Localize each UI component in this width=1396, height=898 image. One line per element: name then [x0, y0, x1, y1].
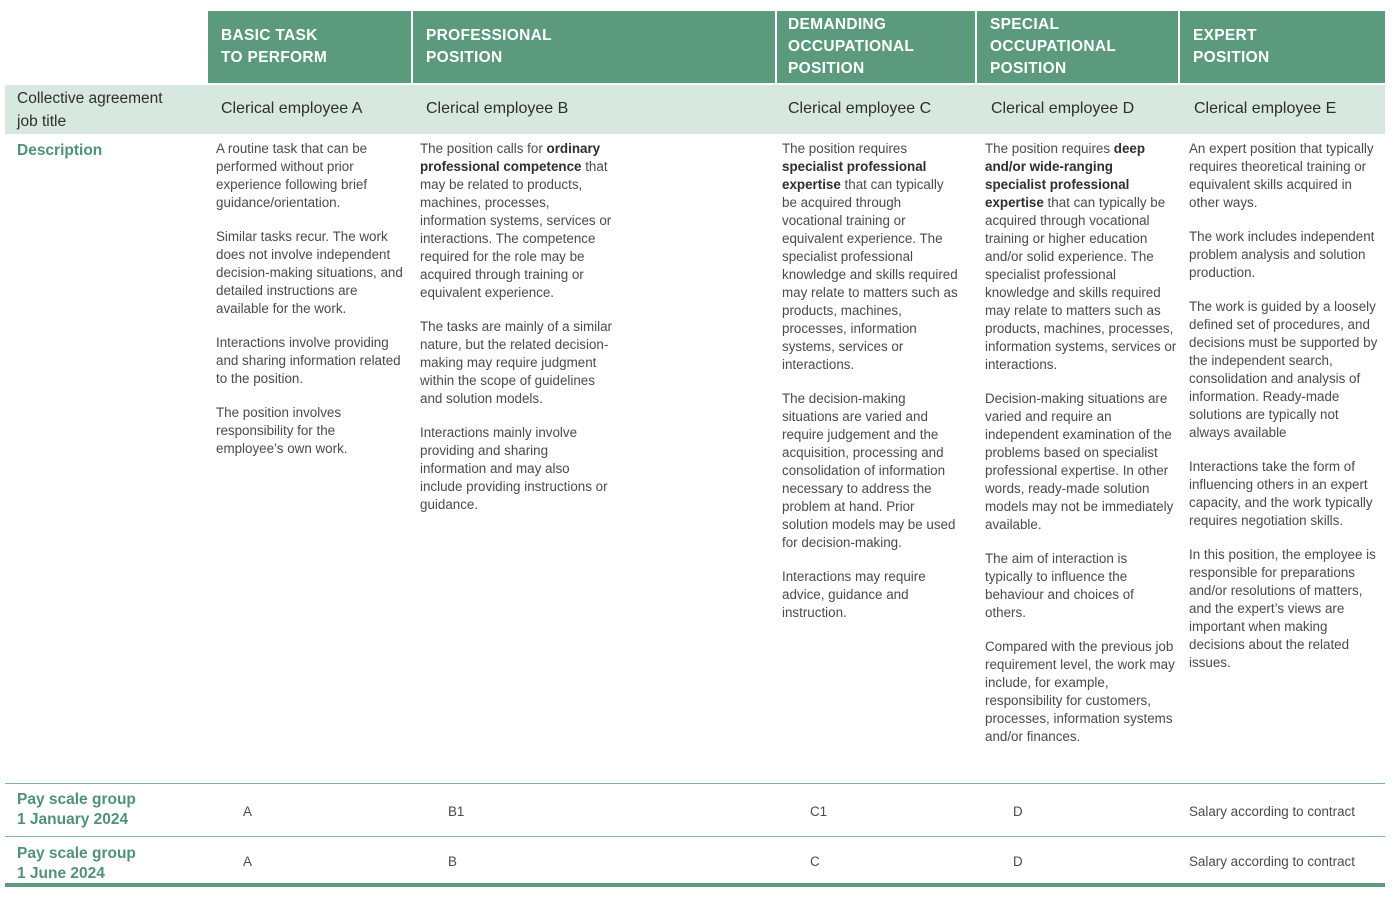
- pay-scale-value: A: [243, 854, 252, 869]
- pay-scale-value: A: [243, 804, 252, 819]
- description-text: The position requires: [985, 141, 1114, 156]
- description-paragraph: [420, 318, 615, 408]
- row-divider: [5, 836, 1385, 837]
- job-title-a: Clerical employee A: [221, 100, 363, 117]
- job-title-row-label: Collective agreement job title: [17, 90, 163, 130]
- pay-scale-value: B1: [448, 804, 465, 819]
- description-text: The aim of interaction is typically to influence the behaviour and choices of others.: [985, 551, 1134, 620]
- description-professional: [420, 140, 615, 530]
- description-text: In this position, the employee is responsible for preparations and/or resolutions of matters, and the expert’s views are important when making decisions about the related issues.: [1189, 547, 1376, 670]
- description-paragraph: [216, 140, 406, 212]
- description-text: Interactions involve providing and sharing information related to the position.: [216, 335, 401, 386]
- description-basic-task: [216, 140, 406, 474]
- description-text: that may be related to products, machines, processes, information systems, services or interactions. The competence required for the role may be acquired through training or equivalent experience.: [420, 159, 612, 300]
- pay-scale-value: C1: [810, 804, 828, 819]
- header-label: PROFESSIONAL POSITION: [426, 27, 552, 66]
- description-text: The work includes independent problem analysis and solution production.: [1189, 229, 1375, 280]
- description-paragraph: [782, 390, 962, 552]
- job-title-e: Clerical employee E: [1194, 100, 1337, 117]
- table-bottom-rule: [5, 883, 1385, 887]
- description-text: that can typically be acquired through vocational training or equivalent experience. The specialist professional knowledge and skills required may relate to matters such as products, machines, processes, information systems, services or interactions.: [782, 177, 958, 372]
- header-basic-task: [208, 11, 411, 83]
- description-text: The tasks are mainly of a similar nature, but the related decision-making may require judgment within the scope of guidelines and solution models.: [420, 319, 612, 406]
- description-paragraph: [1189, 298, 1381, 442]
- description-text: A routine task that can be performed without prior experience following brief guidance/orientation.: [216, 141, 368, 210]
- job-title-row: [5, 85, 1385, 134]
- description-emphasis: ordinary professional competence: [420, 141, 601, 174]
- description-paragraph: [420, 140, 615, 302]
- description-paragraph: [1189, 140, 1381, 212]
- description-text: that can typically be acquired through vocational training or higher education and/or solid experience. The specialist professional knowledge and skills required may relate to matters such as products, machines, processes, information systems, services or interactions.: [985, 195, 1177, 372]
- job-title-b: Clerical employee B: [426, 100, 569, 117]
- description-paragraph: [216, 228, 406, 318]
- description-paragraph: [1189, 228, 1381, 282]
- description-paragraph: [985, 638, 1177, 746]
- description-paragraph: [985, 390, 1177, 534]
- pay-scale-value: D: [1013, 804, 1023, 819]
- description-paragraph: [1189, 458, 1381, 530]
- header-label: BASIC TASK TO PERFORM: [221, 27, 328, 66]
- description-text: Compared with the previous job requirement level, the work may include, for example, responsibility for customers, processes, information systems and/or finances.: [985, 639, 1175, 744]
- description-demanding: [782, 140, 962, 638]
- pay-scale-row-label: Pay scale group 1 June 2024: [17, 845, 136, 882]
- pay-scale-row-label: Pay scale group 1 January 2024: [17, 791, 136, 828]
- description-text: The decision-making situations are varied and require judgement and the acquisition, processing and consolidation of information necessary to address the problem at hand. Prior solution models may be used for decision-making.: [782, 391, 956, 550]
- header-expert-position: [1180, 11, 1385, 83]
- header-demanding-occupational-position: [777, 11, 975, 83]
- pay-scale-value: D: [1013, 854, 1023, 869]
- description-text: The position calls for: [420, 141, 547, 156]
- description-text: The position requires: [782, 141, 908, 156]
- header-special-occupational-position: [977, 11, 1178, 83]
- description-paragraph: [216, 404, 406, 458]
- description-text: Interactions mainly involve providing and sharing information and may also include providing instructions or guidance.: [420, 425, 608, 512]
- pay-scale-value: C: [810, 854, 820, 869]
- description-paragraph: [216, 334, 406, 388]
- pay-scale-value: Salary according to contract: [1189, 804, 1355, 819]
- description-special: [985, 140, 1177, 762]
- description-paragraph: [985, 550, 1177, 622]
- description-expert: [1189, 140, 1381, 688]
- job-title-c: Clerical employee C: [788, 100, 932, 117]
- description-paragraph: [985, 140, 1177, 374]
- description-text: The position involves responsibility for the employee’s own work.: [216, 405, 348, 456]
- description-emphasis: deep and/or wide-ranging specialist professional expertise: [985, 141, 1146, 210]
- description-emphasis: specialist professional expertise: [782, 159, 927, 192]
- description-text: Interactions take the form of influencing others in an expert capacity, and the work typically requires negotiation skills.: [1189, 459, 1373, 528]
- description-label: Description: [17, 142, 103, 159]
- description-paragraph: [1189, 546, 1381, 672]
- description-paragraph: [782, 140, 962, 374]
- header-label: DEMANDING OCCUPATIONAL POSITION: [788, 16, 915, 77]
- description-paragraph: [782, 568, 962, 622]
- row-divider: [5, 783, 1385, 784]
- header-professional-position: [413, 11, 775, 83]
- description-text: Interactions may require advice, guidance and instruction.: [782, 569, 926, 620]
- description-text: The work is guided by a loosely defined set of procedures, and decisions must be supported by the independent search, consolidation and analysis of information. Ready-made solutions are typically not always available: [1189, 299, 1378, 440]
- pay-scale-value: Salary according to contract: [1189, 854, 1355, 869]
- job-title-d: Clerical employee D: [991, 100, 1135, 117]
- description-text: Decision-making situations are varied and require an independent examination of the problems based on specialist professional expertise. In other words, ready-made solution models may not be immediately available.: [985, 391, 1174, 532]
- header-label: SPECIAL OCCUPATIONAL POSITION: [990, 16, 1117, 77]
- header-label: EXPERT POSITION: [1193, 27, 1270, 66]
- pay-scale-value: B: [448, 854, 457, 869]
- description-text: An expert position that typically requires theoretical training or equivalent skills acquired in other ways.: [1189, 141, 1374, 210]
- description-paragraph: [420, 424, 615, 514]
- description-text: Similar tasks recur. The work does not involve independent decision-making situations, and detailed instructions are available for the work.: [216, 229, 403, 316]
